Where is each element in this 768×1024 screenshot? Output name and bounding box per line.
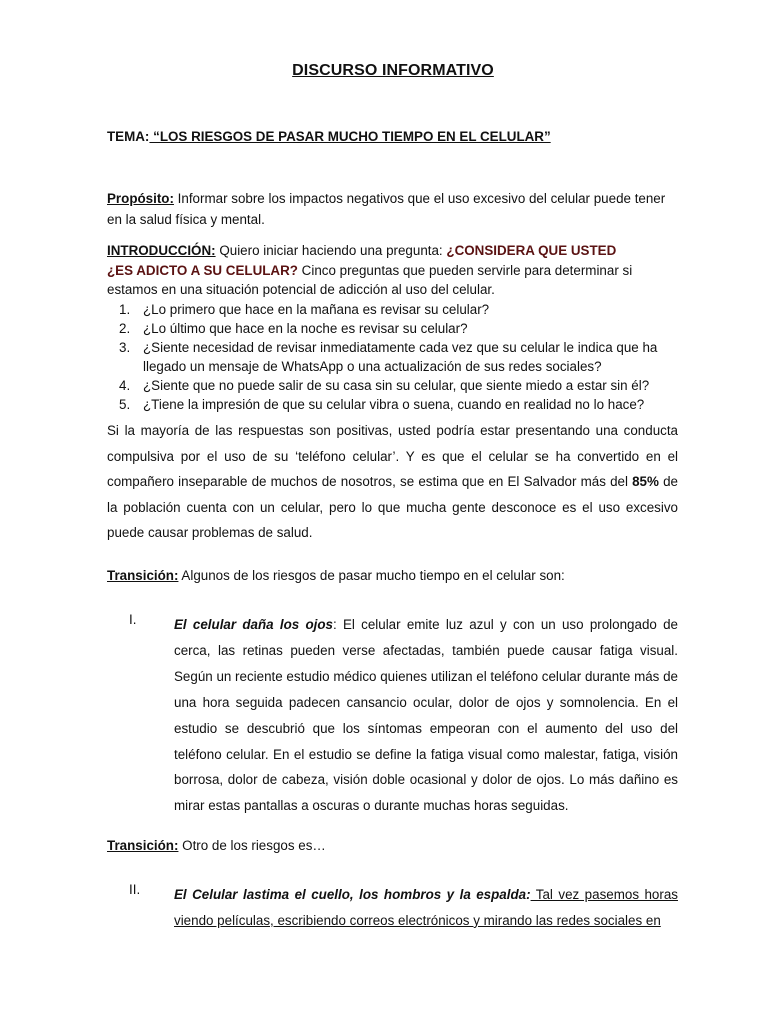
point-2-numeral: II. [129,882,141,897]
point-1-text [174,612,678,819]
introduccion-question-line2: ¿ES ADICTO A SU CELULAR? [107,262,298,278]
list-item-number: 2. [119,320,131,336]
body-paragraph-part1: Si la mayoría de las respuestas son positivas, usted podría estar presentando una conducta compulsiva por el uso de su ‘teléfono celular’. Y es que el celular se ha convertido en el compañero inseparable de muchos de nosotros, se estima que en El Salvador más del [107,423,678,490]
body-paragraph [107,418,678,546]
proposito-text: Informar sobre los impactos negativos que el uso excesivo del celular puede tener en la salud física y mental. [107,191,666,227]
point-2 [107,882,678,934]
list-item [107,376,678,395]
list-item-number: 5. [119,396,131,412]
list-item-number: 1. [119,301,131,317]
list-item-text: ¿Lo último que hace en la noche es revisar su celular? [143,320,468,336]
transicion-1 [107,568,678,583]
introduccion-paragraph [107,241,678,300]
tema-value: “LOS RIESGOS DE PASAR MUCHO TIEMPO EN EL CELULAR” [149,129,551,144]
list-item-text: ¿Siente que no puede salir de su casa sin su celular, que siente miedo a estar sin él? [143,377,650,393]
proposito-paragraph [107,188,678,230]
point-1-numeral: I. [129,612,137,627]
proposito-label: Propósito: [107,191,174,206]
point-1-heading: El celular daña los ojos [174,617,333,632]
list-item [107,300,678,319]
introduccion-label: INTRODUCCIÓN: [107,243,216,258]
point-1 [107,612,678,819]
tema-label: TEMA: [107,129,150,144]
questions-list [107,300,678,414]
point-2-text [174,882,678,934]
list-item [107,319,678,338]
introduccion-question-line1: ¿CONSIDERA QUE USTED [446,243,617,258]
list-item [107,395,678,414]
point-2-body: Tal vez pasemos horas viendo películas, escribiendo correos electrónicos y mirando las redes sociales en [174,887,678,928]
transicion-1-label: Transición: [107,568,179,583]
point-1-body: : El celular emite luz azul y con un uso prolongado de cerca, las retinas pueden verse afectadas, también puede causar fatiga visual. Según un reciente estudio médico quienes utilizan el teléfono celular durante más de una hora seguida padecen cansancio ocular, dolor de ojos y somnolencia. En el estudio se descubrió que los síntomas empeoran con el aumento del uso del teléfono celular. En el estudio se define la fatiga visual como malestar, fatiga, visión borrosa, dolor de cabeza, visión doble ocasional y dolor de ojos. Lo más dañino es mirar estas pantallas a oscuras o durante muchas horas seguidas. [174,617,678,814]
list-item-number: 3. [119,339,131,355]
introduccion-section [107,241,678,414]
transicion-2-label: Transición: [107,838,179,853]
list-item [107,338,678,376]
transicion-1-text: Algunos de los riesgos de pasar mucho tiempo en el celular son: [178,568,565,583]
list-item-text: ¿Lo primero que hace en la mañana es revisar su celular? [143,301,490,317]
body-paragraph-part2: de la población cuenta con un celular, pero lo que mucha gente desconoce es el uso excesivo puede causar problemas de salud. [107,474,678,541]
introduccion-lead: Quiero iniciar haciendo una pregunta: [215,243,447,258]
transicion-2-text: Otro de los riesgos es… [178,838,326,853]
transicion-2 [107,838,678,853]
introduccion-rest: Cinco preguntas que pueden servirle para determinar si estamos en una situación potencial de adicción al uso del celular. [107,262,633,297]
tema-line [107,129,678,144]
list-item-text: ¿Siente necesidad de revisar inmediatamente cada vez que su celular le indica que ha llegado un mensaje de WhatsApp o una actualización de sus redes sociales? [143,339,658,374]
list-item-number: 4. [119,377,131,393]
list-item-text: ¿Tiene la impresión de que su celular vibra o suena, cuando en realidad no lo hace? [143,396,645,412]
document-title: DISCURSO INFORMATIVO [292,62,494,79]
body-paragraph-percentage: 85% [632,474,659,490]
point-2-heading: El Celular lastima el cuello, los hombros y la espalda: [174,887,531,902]
